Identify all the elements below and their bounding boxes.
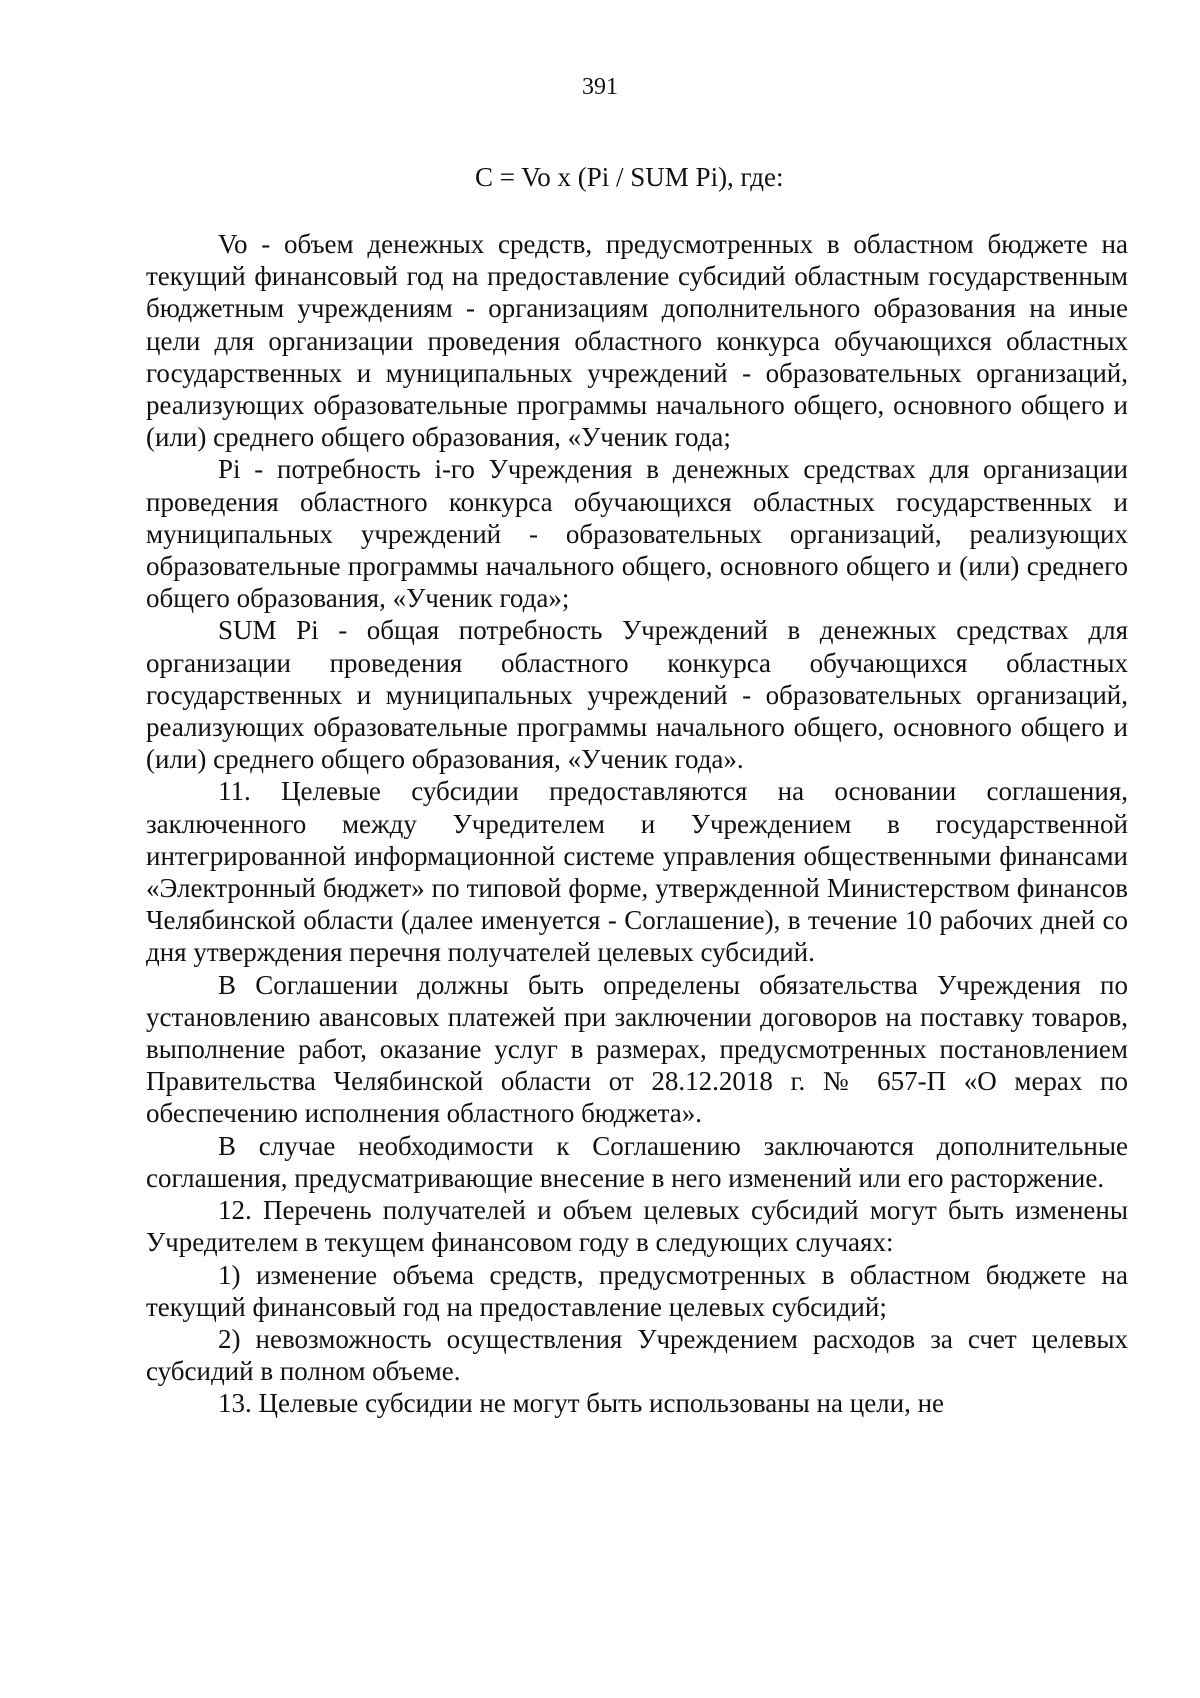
- paragraph-clause-12-item-2: 2) невозможность осуществления Учреждением расходов за счет целевых субсидий в полном объеме.: [146, 1323, 1128, 1387]
- paragraph-clause-11: 11. Целевые субсидии предоставляются на основании соглашения, заключенного между Учредителем и Учреждением в государственной интегрированной информационной системе управления общественными финансами «Электронный бюджет» по типовой форме, утвержденной Министерством финансов Челябинской области (далее именуется - Соглашение), в течение 10 рабочих дней со дня утверждения перечня получателей целевых субсидий.: [146, 776, 1128, 968]
- paragraph-sum-pi-definition: SUM Pi - общая потребность Учреждений в денежных средствах для организации проведения областного конкурса обучающихся областных государственных и муниципальных учреждений - образовательных организаций, реализующих образовательные программы начального общего, основного общего и (или) среднего общего образования, «Ученик года».: [146, 615, 1128, 775]
- paragraph-vo-definition: Vo - объем денежных средств, предусмотренных в областном бюджете на текущий финансовый год на предоставление субсидий областным государственным бюджетным учреждениям - организациям дополнительного образования на иные цели для организации проведения областного конкурса обучающихся областных государственных и муниципальных учреждений - образовательных организаций, реализующих образовательные программы начального общего, основного общего и (или) среднего общего образования, «Ученик года;: [146, 229, 1128, 453]
- paragraph-agreement-obligations: В Соглашении должны быть определены обязательства Учреждения по установлению авансовых платежей при заключении договоров на поставку товаров, выполнение работ, оказание услуг в размерах, предусмотренных постановлением Правительства Челябинской области от 28.12.2018 г. № 657-П «О мерах по обеспечению исполнения областного бюджета».: [146, 969, 1128, 1129]
- paragraph-clause-13: 13. Целевые субсидии не могут быть использованы на цели, не: [218, 1388, 945, 1419]
- paragraph-additional-agreements: В случае необходимости к Соглашению заключаются дополнительные соглашения, предусматривающие внесение в него изменений или его расторжение.: [146, 1130, 1128, 1193]
- paragraph-pi-definition: Pi - потребность i-го Учреждения в денежных средствах для организации проведения областного конкурса обучающихся областных государственных и муниципальных учреждений - образовательных организаций, реализующих образовательные программы начального общего, основного общего и (или) среднего общего образования, «Ученик года»;: [146, 454, 1128, 614]
- subsidy-formula: C = Vo x (Pi / SUM Pi), где:: [475, 162, 784, 192]
- page-number: 391: [582, 74, 618, 100]
- paragraph-clause-12: 12. Перечень получателей и объем целевых субсидий могут быть изменены Учредителем в текущем финансовом году в следующих случаях:: [146, 1195, 1128, 1258]
- paragraph-clause-12-item-1: 1) изменение объема средств, предусмотренных в областном бюджете на текущий финансовый год на предоставление целевых субсидий;: [146, 1259, 1128, 1322]
- body-text: [146, 228, 1128, 1420]
